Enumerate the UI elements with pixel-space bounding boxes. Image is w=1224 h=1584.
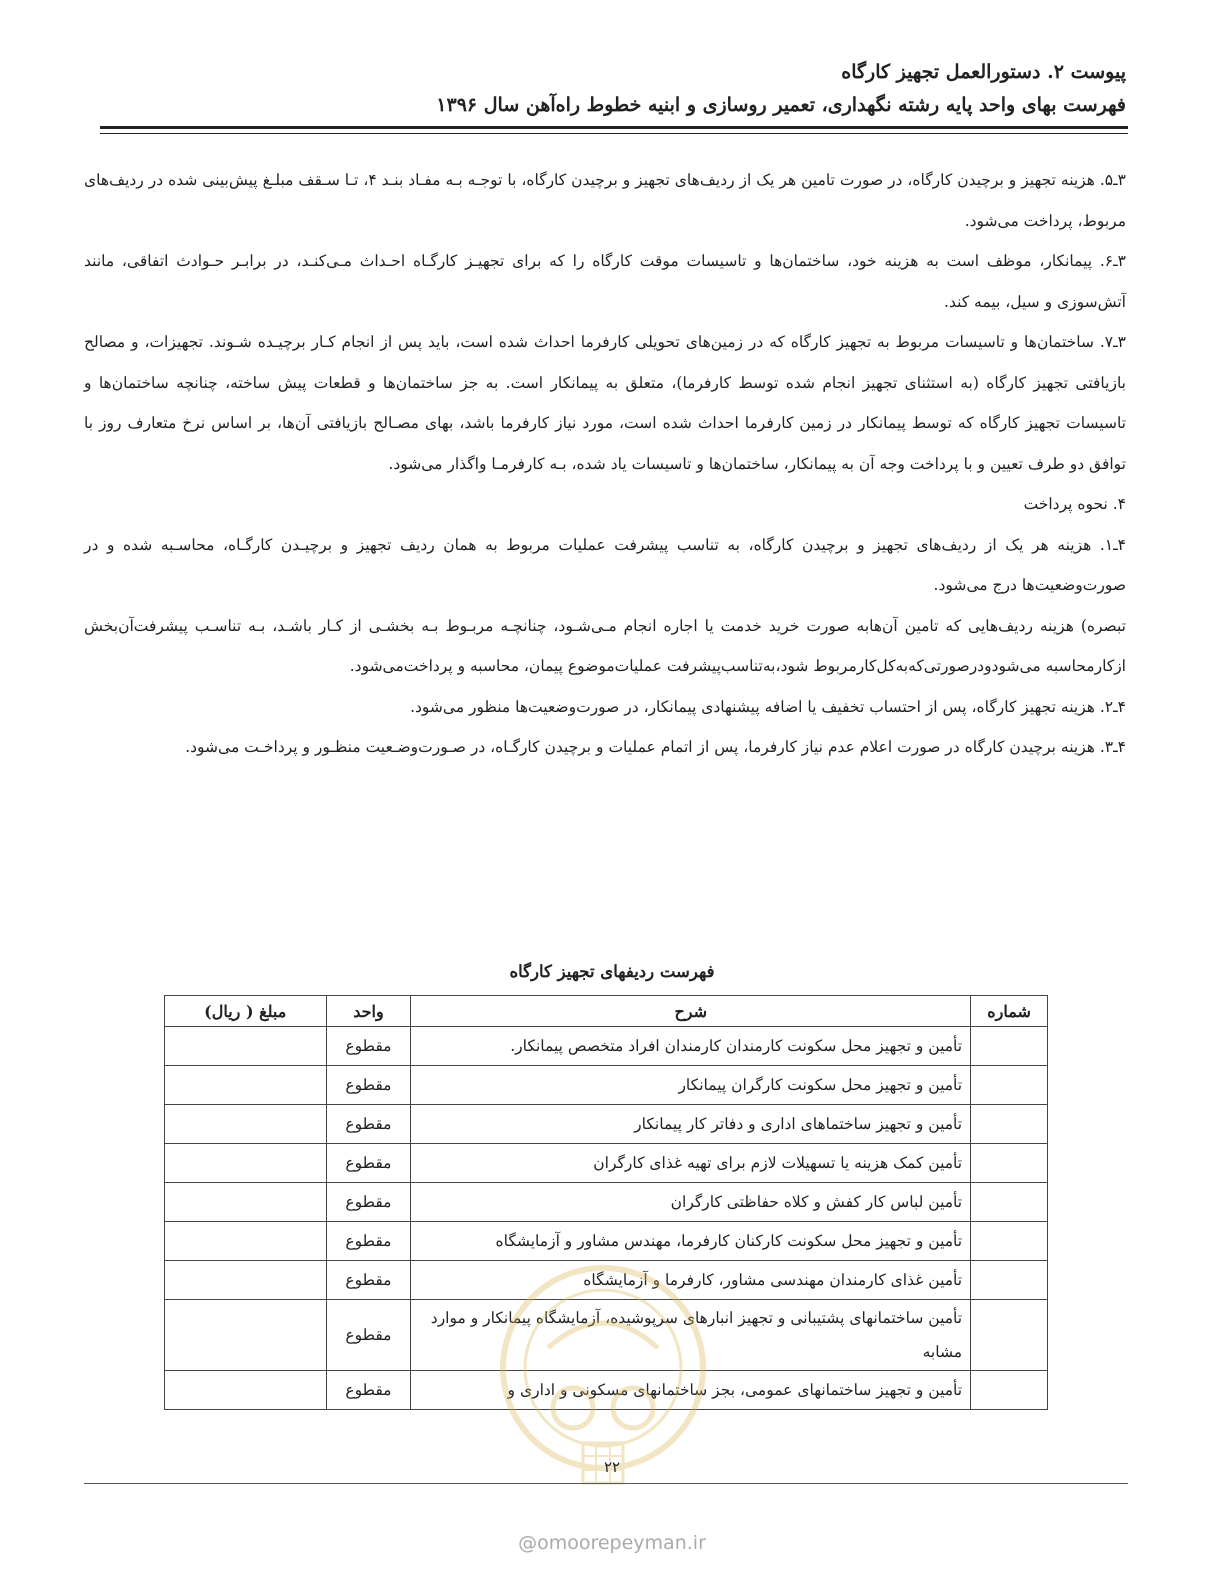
row-price bbox=[165, 1222, 327, 1261]
table-row bbox=[165, 1105, 1048, 1144]
table-row bbox=[165, 1027, 1048, 1066]
header-divider bbox=[100, 126, 1128, 129]
row-unit: مقطوع bbox=[326, 1300, 411, 1371]
note-paragraph: تبصره) هزینه ردیف‌هایی که تامین آن‌هابه صورت خرید خدمت یا اجاره انجام مـی‌شـود، چنانچـه مربـوط بـه بخشـی از کـار باشـد، بـه تناسـب پیشرفت‌آن‌بخش ازکارمحاسبه می‌شودودرصورتی‌که‌به‌کل‌کارمربوط شود،به‌تناسب‌پیشرفت عملیات‌موضوع پیمان، محاسبه و پرداخت‌می‌شود. bbox=[84, 616, 1126, 675]
row-description: تأمین و تجهیز محل سکونت کارگران پیمانکار bbox=[411, 1066, 971, 1105]
row-description: تأمین و تجهیز ساختماهای اداری و دفاتر کار پیمانکار bbox=[411, 1105, 971, 1144]
row-number bbox=[971, 1027, 1048, 1066]
row-price bbox=[165, 1371, 327, 1410]
site-url-text: omoorepeyman.ir bbox=[537, 1532, 706, 1554]
row-description: تأمین و تجهیز محل سکونت کارمندان کارمندان افراد متخصص پیمانکار. bbox=[411, 1027, 971, 1066]
page-number: ۲۲ bbox=[603, 1458, 621, 1476]
clause-3-5: ۳ـ۵. هزینه تجهیز و برچیدن کارگاه، در صورت تامین هر یک از ردیف‌های تجهیز و برچیدن کارگاه، با توجـه بـه مفـاد بنـد ۴، تـا سـقف مبلـغ پیش‌بینی شده در ردیف‌های مربوط، پرداخت می‌شود. bbox=[84, 171, 1126, 230]
table-row bbox=[165, 1144, 1048, 1183]
clause-4-1: ۴ـ۱. هزینه هر یک از ردیف‌های تجهیز و برچیدن کارگاه، به تناسب پیشرفت عملیات مربوط به همان ردیف تجهیز و برچیـدن کارگـاه، محاسـبه شده و در صورت‌وضعیت‌ها درج می‌شود. bbox=[84, 535, 1126, 594]
row-unit: مقطوع bbox=[326, 1066, 411, 1105]
row-description: تأمین ساختمانهای پشتیبانی و تجهیز انبارهای سرپوشیده، آزمایشگاه پیمانکار و موارد مشابه bbox=[411, 1300, 971, 1371]
header-unit: واحد bbox=[326, 996, 411, 1027]
row-number bbox=[971, 1222, 1048, 1261]
table-row bbox=[165, 1066, 1048, 1105]
table-header-row bbox=[165, 996, 1048, 1027]
row-price bbox=[165, 1144, 327, 1183]
row-number bbox=[971, 1144, 1048, 1183]
table-title: فهرست ردیفهای تجهیز کارگاه bbox=[509, 962, 715, 981]
row-number bbox=[971, 1183, 1048, 1222]
row-description: تأمین و تجهیز ساختمانهای عمومی، بجز ساختمانهای مسکونی و اداری و bbox=[411, 1371, 971, 1410]
header-number: شماره bbox=[971, 996, 1048, 1027]
clause-3-7: ۳ـ۷. ساختمان‌ها و تاسیسات مربوط به تجهیز کارگاه که در زمین‌های تحویلی کارفرما احداث شده است، باید پس از انجام کـار برچیـده شـوند. تجهیزات، و مصالح بازیافتی تجهیز کارگاه (به استثنای تجهیز انجام شده توسط کارفرما)، متعلق به پیمانکار است. به جز ساختمان‌ها و قطعات پیش ساخته، چنانچه ساختمان‌ها و تاسیسات تجهیز کارگاه که توسط پیمانکار در زمین کارفرما احداث شده است، مورد نیاز کارفرما باشد، بهای مصـالح بازیافتی آن‌ها، بر اساس نرخ متعارف روز با توافق دو طرف تعیین و با پرداخت وجه آن به پیمانکار، ساختمان‌ها و تاسیسات یاد شده، بـه کارفرمـا واگذار می‌شود. bbox=[84, 333, 1126, 473]
row-price bbox=[165, 1183, 327, 1222]
row-price bbox=[165, 1066, 327, 1105]
row-unit: مقطوع bbox=[326, 1183, 411, 1222]
site-watermark bbox=[0, 1532, 1224, 1554]
table-row bbox=[165, 1183, 1048, 1222]
row-description: تأمین لباس کار کفش و کلاه حفاظتی کارگران bbox=[411, 1183, 971, 1222]
row-number bbox=[971, 1300, 1048, 1371]
row-number bbox=[971, 1066, 1048, 1105]
footer-divider bbox=[84, 1483, 1128, 1484]
at-icon: @ bbox=[518, 1532, 538, 1554]
row-description: تأمین و تجهیز محل سکونت کارکنان کارفرما، مهندس مشاور و آزمایشگاه bbox=[411, 1222, 971, 1261]
row-unit: مقطوع bbox=[326, 1261, 411, 1300]
row-description: تأمین غذای کارمندان مهندسی مشاور، کارفرما و آزمایشگاه bbox=[411, 1261, 971, 1300]
row-number bbox=[971, 1105, 1048, 1144]
appendix-title: پیوست ۲. دستورالعمل تجهیز کارگاه bbox=[841, 61, 1126, 83]
row-price bbox=[165, 1027, 327, 1066]
row-unit: مقطوع bbox=[326, 1144, 411, 1183]
section-4-heading: ۴. نحوه پرداخت bbox=[1023, 495, 1126, 513]
price-list-title: فهرست بهای واحد پایه رشته نگهداری، تعمیر روسازی و ابنیه خطوط راه‌آهن سال ۱۳۹۶ bbox=[436, 94, 1126, 116]
row-unit: مقطوع bbox=[326, 1105, 411, 1144]
clause-4-2: ۴ـ۲. هزینه تجهیز کارگاه، پس از احتساب تخفیف یا اضافه پیشنهادی پیمانکار، در صورت‌وضعیت‌ها منظور می‌شود. bbox=[410, 697, 1126, 716]
body-text bbox=[84, 160, 1126, 768]
header-divider-thin bbox=[100, 133, 1128, 134]
row-unit: مقطوع bbox=[326, 1027, 411, 1066]
row-price bbox=[165, 1261, 327, 1300]
row-unit: مقطوع bbox=[326, 1222, 411, 1261]
table-row bbox=[165, 1222, 1048, 1261]
row-number bbox=[971, 1261, 1048, 1300]
row-number bbox=[971, 1371, 1048, 1410]
row-price bbox=[165, 1105, 327, 1144]
clause-4-3: ۴ـ۳. هزینه برچیدن کارگاه در صورت اعلام عدم نیاز کارفرما، پس از اتمام عملیات و برچیدن کارگـاه، در صـورت‌وضـعیت منظـور و پرداخـت می‌شود. bbox=[185, 738, 1126, 756]
page-header bbox=[100, 56, 1126, 122]
row-price bbox=[165, 1300, 327, 1371]
row-description: تأمین کمک هزینه یا تسهیلات لازم برای تهیه غذای کارگران bbox=[411, 1144, 971, 1183]
header-price: مبلغ ( ریال) bbox=[165, 996, 327, 1027]
row-unit: مقطوع bbox=[326, 1371, 411, 1410]
clause-3-6: ۳ـ۶. پیمانکار، موظف است به هزینه خود، ساختمان‌ها و تاسیسات موقت کارگاه را که برای تجهیـز کارگـاه احـداث مـی‌کنـد، در برابـر حـوادث اتفاقی، مانند آتش‌سوزی و سیل، بیمه کند. bbox=[84, 252, 1126, 311]
header-description: شرح bbox=[411, 996, 971, 1027]
